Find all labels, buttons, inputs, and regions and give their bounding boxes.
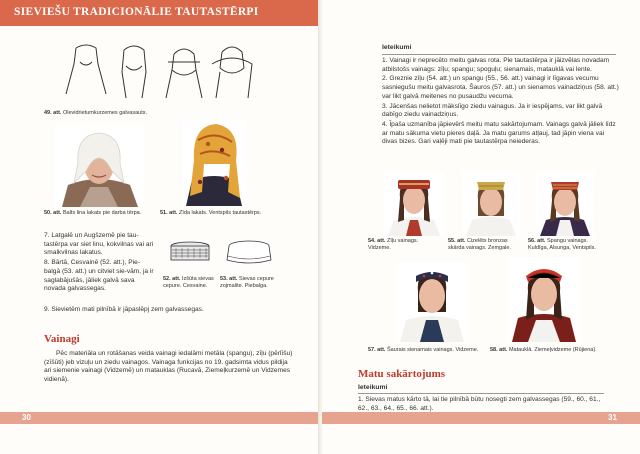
caption-55-number: 55. att. bbox=[448, 238, 466, 244]
list-item: 7. Latgalē un Augšzemē pie tau-tastērpa var siet linu, kokvilnas vai ari smalkvilnas lakatus. bbox=[44, 232, 154, 257]
caption-54 bbox=[368, 238, 424, 252]
caption-50-text: Balts lina lakats pie darba tērpa. bbox=[62, 210, 142, 216]
caption-56-text: Spangu vainags. Kuldīga, Alsunga, Ventspils. bbox=[528, 238, 596, 251]
recommendations-label-2: Ieteikumi bbox=[358, 384, 388, 391]
caption-58-number: 58. att. bbox=[490, 347, 508, 353]
caption-53-text: Sievas cepure zojmalite. Piebalga. bbox=[220, 276, 274, 289]
figure-52-drawing bbox=[168, 240, 212, 266]
caption-57 bbox=[368, 347, 488, 354]
list-item: 4. Īpaša uzmanība jāpievērš meitu matu sakārtojumam. Vainags galvā jāliek līdz ar matu sākuma vietu pieres daļā. Ja matu garums atļauj, tad jāpin viena vai divas bizes. Gari vaļēji mati pie tautastērpa neiederas. bbox=[382, 120, 616, 146]
section-body-vainagi: Pēc materiāla un rotāšanas veida vainagi iedalāmi metāla (spangu), zīļu (pērlīšu) (zīšūti) jeb vizuļu un ziedu vainagos. Vainaga funkcijas no 19. gadsimta vidus pildija ari siemenie vainagi (Vidzemē) un matauklas (Rucavā, Ziemeļkurzemē un Vidzemes vidienā). bbox=[44, 350, 293, 384]
list-item-9: 9. Sievietēm mati pilnībā ir jāpaslēpj zem galvassegas. bbox=[44, 306, 204, 313]
right-page bbox=[322, 0, 640, 454]
list-item: 1. Vainagi ir neprecēto meitu galvas rota. Pie tautastērpa ir jāizvēlas novadam atbilstošs vainags: zīļu; spangu; spoguļu; sienamais, matauklā vai lente. bbox=[382, 57, 610, 73]
figure-58-photo bbox=[508, 258, 580, 342]
caption-57-text: Šaurais sienamais vainags. Vidzeme. bbox=[386, 347, 479, 353]
caption-51-text: Zīda lakats. Ventspils tautastērps. bbox=[178, 210, 262, 216]
figure-55-photo bbox=[462, 172, 520, 236]
figure-49-drawing bbox=[62, 42, 258, 100]
figure-57-photo bbox=[396, 262, 468, 342]
caption-55 bbox=[448, 238, 514, 252]
recommendations-label: Ieteikumi bbox=[382, 44, 412, 51]
caption-56-number: 56. att. bbox=[528, 238, 546, 244]
caption-51 bbox=[160, 210, 290, 217]
list-item: 3. Jācenšas nelietot mākslīgo ziedu vainagus. Ja ir iespējams, var likt galvā dabīgo ziedu vainadziņus. bbox=[382, 102, 603, 119]
recommendation-list-right bbox=[382, 57, 620, 148]
page-number-right: 31 bbox=[608, 413, 617, 422]
caption-58 bbox=[490, 347, 620, 354]
caption-56 bbox=[528, 238, 600, 252]
caption-49-number: 49. att. bbox=[44, 110, 62, 116]
footer-bar-left bbox=[0, 412, 320, 424]
caption-52-text: Izšūta sievas cepure. Cesvaine. bbox=[163, 276, 214, 289]
list-item: 1. Sievas matus kārto tā, lai tie pilnībā būtu nosegti zem galvassegas (59., 60., 61., 62., 63., 64., 65., 66. att.). bbox=[358, 396, 601, 412]
figure-53-drawing bbox=[224, 238, 274, 266]
caption-50 bbox=[44, 210, 164, 217]
recommendations-rule-2 bbox=[358, 393, 604, 394]
caption-51-number: 51. att. bbox=[160, 210, 178, 216]
page-number-left: 30 bbox=[22, 413, 31, 422]
caption-53 bbox=[220, 276, 280, 290]
recommendation-list bbox=[44, 232, 156, 295]
caption-54-text: Zīļu vainags. Vidzeme. bbox=[368, 238, 419, 251]
caption-57-number: 57. att. bbox=[368, 347, 386, 353]
figure-51-photo bbox=[182, 120, 246, 206]
recommendations-rule bbox=[382, 54, 616, 55]
caption-49 bbox=[44, 110, 147, 117]
caption-53-number: 53. att. bbox=[220, 276, 238, 282]
figure-50-photo bbox=[54, 125, 144, 207]
caption-58-text: Matauklā. Ziemeļvidzeme (Rūjiena). bbox=[508, 347, 597, 353]
footer-bar-right bbox=[322, 412, 640, 424]
chapter-title: SIEVIEŠU TRADICIONĀLIE TAUTASTĒRPI bbox=[14, 6, 259, 18]
list-item: 2. Greznie zīļu (54. att.) un spangu (55., 56. att.) vainagi ir līgavas vecumu sasniegušu meitu galvasrota. Šauros (57. att.) un sienamos vainadziņus (58. att.) var likt galvā meitenes no pusaudžu vecuma. bbox=[382, 75, 619, 100]
caption-55-text: Cizelēts bronzas skārda vainags. Zemgale. bbox=[448, 238, 511, 251]
figure-54-photo bbox=[384, 172, 444, 236]
caption-52-number: 52. att. bbox=[163, 276, 181, 282]
caption-49-text: Olevidrietumkurzemes galvasauts. bbox=[62, 110, 148, 116]
figure-56-photo bbox=[536, 172, 594, 236]
section-title-hair: Matu sakārtojums bbox=[358, 368, 446, 380]
caption-52 bbox=[163, 276, 219, 290]
caption-54-number: 54. att. bbox=[368, 238, 386, 244]
caption-50-number: 50. att. bbox=[44, 210, 62, 216]
section-title-vainagi: Vainagi bbox=[44, 333, 80, 345]
list-item: 8. Bārtā, Cesvainē (52. att.), Pie-balgā (53. att.) un citviet sie-vām, ja ir saglabājušās, jāliek galvā sava novada galvassegas. bbox=[44, 259, 154, 293]
